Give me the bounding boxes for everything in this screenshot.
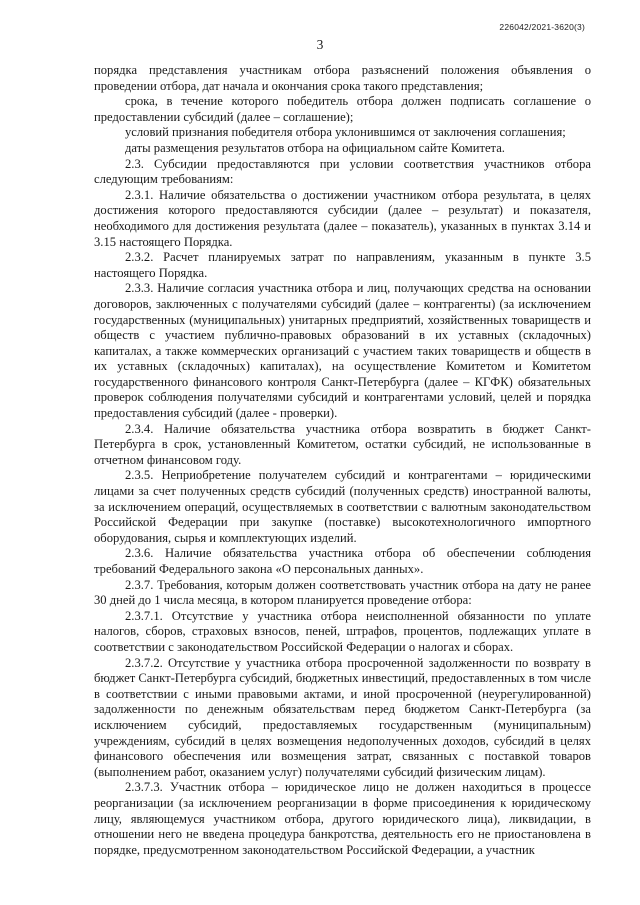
paragraph: даты размещения результатов отбора на официальном сайте Комитета. [125, 140, 505, 155]
document-body [94, 63, 591, 858]
paragraph: 2.3.7.3. Участник отбора – юридическое лицо не должен находиться в процессе реорганизации (за исключением реорганизации в форме присоединения к юридическому лицу, являющемуся участником отбора, другого юридического лица), ликвидации, в отношении него не введена процедура банкротства, деятельность его не приостановлена в порядке, предусмотренном законодательством Российской Федерации, а участник [94, 780, 591, 857]
paragraph: 2.3. Субсидии предоставляются при условии соответствия участников отбора следующим требованиям: [94, 156, 591, 187]
paragraph: 2.3.6. Наличие обязательства участника отбора об обеспечении соблюдения требований Федерального закона «О персональных данных». [94, 546, 591, 576]
paragraph: 2.3.7.2. Отсутствие у участника отбора просроченной задолженности по возврату в бюджет Санкт-Петербурга субсидий, бюджетных инвестиций, предоставленных в том числе в соответствии с иными правовыми актами, и иной просроченной (неурегулированной) задолженности по денежным обязательствам перед бюджетом Санкт-Петербурга (за исключением субсидий, предоставляемых государственным (муниципальным) учреждениям, субсидий в целях возмещения недополученных доходов, субсидий в целях финансового обеспечения или возмещения затрат, связанных с поставкой товаров (выполнением работ, оказанием услуг) получателями субсидий физическим лицам). [94, 655, 591, 779]
paragraph: порядка представления участникам отбора разъяснений положения объявления о проведении отбора, дат начала и окончания срока такого представления; [94, 63, 591, 93]
paragraph: условий признания победителя отбора уклонившимся от заключения соглашения; [125, 125, 566, 140]
paragraph: 2.3.7.1. Отсутствие у участника отбора неисполненной обязанности по уплате налогов, сборов, страховых взносов, пеней, штрафов, процентов, подлежащих уплате в соответствии с законодательством Российской Федерации о налогах и сборах. [94, 608, 591, 654]
paragraph: 2.3.4. Наличие обязательства участника отбора возвратить в бюджет Санкт-Петербурга в срок, установленный Комитетом, остатки субсидий, не использованные в отчетном финансовом году. [94, 421, 591, 467]
page-number: 3 [316, 37, 324, 52]
paragraph: срока, в течение которого победитель отбора должен подписать соглашение о предоставлении субсидий (далее – соглашение); [94, 94, 591, 124]
document-id: 226042/2021-3620(3) [499, 22, 585, 32]
paragraph: 2.3.1. Наличие обязательства о достижении участником отбора результата, в целях достижения которого предоставляются субсидии (далее – результат) и показателя, необходимого для достижения результата (далее – показатель), указанных в пунктах 3.14 и 3.15 настоящего Порядка. [94, 187, 591, 249]
paragraph: 2.3.5. Неприобретение получателем субсидий и контрагентами – юридическими лицами за счет полученных средств субсидий (полученных средств) иностранной валюты, за исключением операций, осуществляемых в соответствии с валютным законодательством Российской Федерации при закупке (поставке) высокотехнологичного импортного оборудования, сырья и комплектующих изделий. [94, 468, 591, 545]
paragraph: 2.3.7. Требования, которым должен соответствовать участник отбора на дату не ранее 30 дней до 1 числа месяца, в котором планируется проведение отбора: [94, 577, 591, 608]
paragraph: 2.3.3. Наличие согласия участника отбора и лиц, получающих средства на основании договоров, заключенных с получателями субсидий (далее – контрагенты) (за исключением государственных (муниципальных) унитарных предприятий, хозяйственных товариществ и обществ с участием публично-правовых образований в их уставных (складочных) капиталах, а также коммерческих организаций с участием таких товариществ и обществ в их уставных (складочных) капиталах), на осуществление Комитетом и Комитетом государственного финансового контроля Санкт-Петербурга (далее – КГФК) обязательных проверок соблюдения получателями субсидий и контрагентами условий, целей и порядка предоставления субсидий (далее - проверки). [94, 281, 591, 421]
paragraph: 2.3.2. Расчет планируемых затрат по направлениям, указанным в пункте 3.5 настоящего Порядка. [94, 250, 591, 280]
